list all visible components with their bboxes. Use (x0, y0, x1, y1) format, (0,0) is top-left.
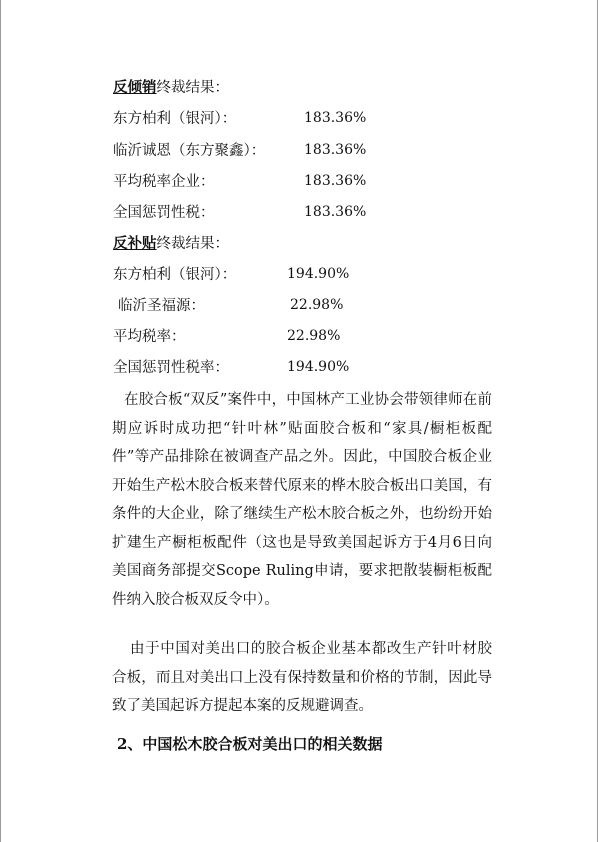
section-heading: 2、中国松木胶合板对美出口的相关数据 (117, 735, 383, 753)
ad-row-value: 183.36% (304, 204, 367, 220)
ad-row-value: 183.36% (304, 110, 367, 126)
cvd-heading-bold: 反补贴 (113, 235, 157, 252)
ad-heading (113, 78, 229, 98)
body-paragraph-2: 由于中国对美出口的胶合板企业基本都改生产针叶材胶合板，而且对美出口上没有保持数量和价格的节制，因此导致了美国起诉方提起本案的反规避调查。 (112, 641, 492, 714)
body-paragraph-1: 在胶合板“双反”案件中，中国林产工业协会带领律师在前期应诉时成功把“针叶林”贴面胶合板和“家具/橱柜板配件”等产品排除在被调查产品之外。因此，中国胶合板企业开始生产松木胶合板来替代原来的桦木胶合板出口美国，有条件的大企业，除了继续生产松木胶合板之外，也纷纷开始扩建生产橱柜板配件（这也是导致美国起诉方于4月6日向美国商务部提交Scope Ruling申请，要求把散装橱柜板配件纳入胶合板双反令中）。 (112, 392, 492, 608)
ad-heading-rest: 终裁结果： (156, 80, 229, 96)
cvd-row-value: 22.98% (290, 297, 344, 313)
cvd-row-value: 194.90% (287, 359, 350, 375)
page-border-left (0, 0, 1, 842)
ad-row-value: 183.36% (304, 142, 367, 158)
ad-row-name: 平均税率企业： (113, 174, 215, 190)
ad-row-name: 全国惩罚性税： (113, 205, 215, 221)
ad-heading-bold: 反倾销 (113, 79, 157, 96)
cvd-row-name: 平均税率： (113, 329, 186, 345)
cvd-row-value: 22.98% (287, 328, 341, 344)
cvd-row-name: 临沂圣福源： (118, 298, 205, 314)
ad-row-name: 临沂诚恩（东方聚鑫）： (113, 143, 266, 159)
cvd-row-name: 全国惩罚性税率： (113, 360, 229, 376)
cvd-heading-rest: 终裁结果： (156, 236, 229, 252)
cvd-heading (113, 234, 229, 254)
cvd-row-value: 194.90% (287, 266, 350, 282)
cvd-row-name: 东方柏利（银河）： (113, 267, 237, 283)
ad-row-name: 东方柏利（银河）： (113, 111, 237, 127)
ad-row-value: 183.36% (304, 173, 367, 189)
